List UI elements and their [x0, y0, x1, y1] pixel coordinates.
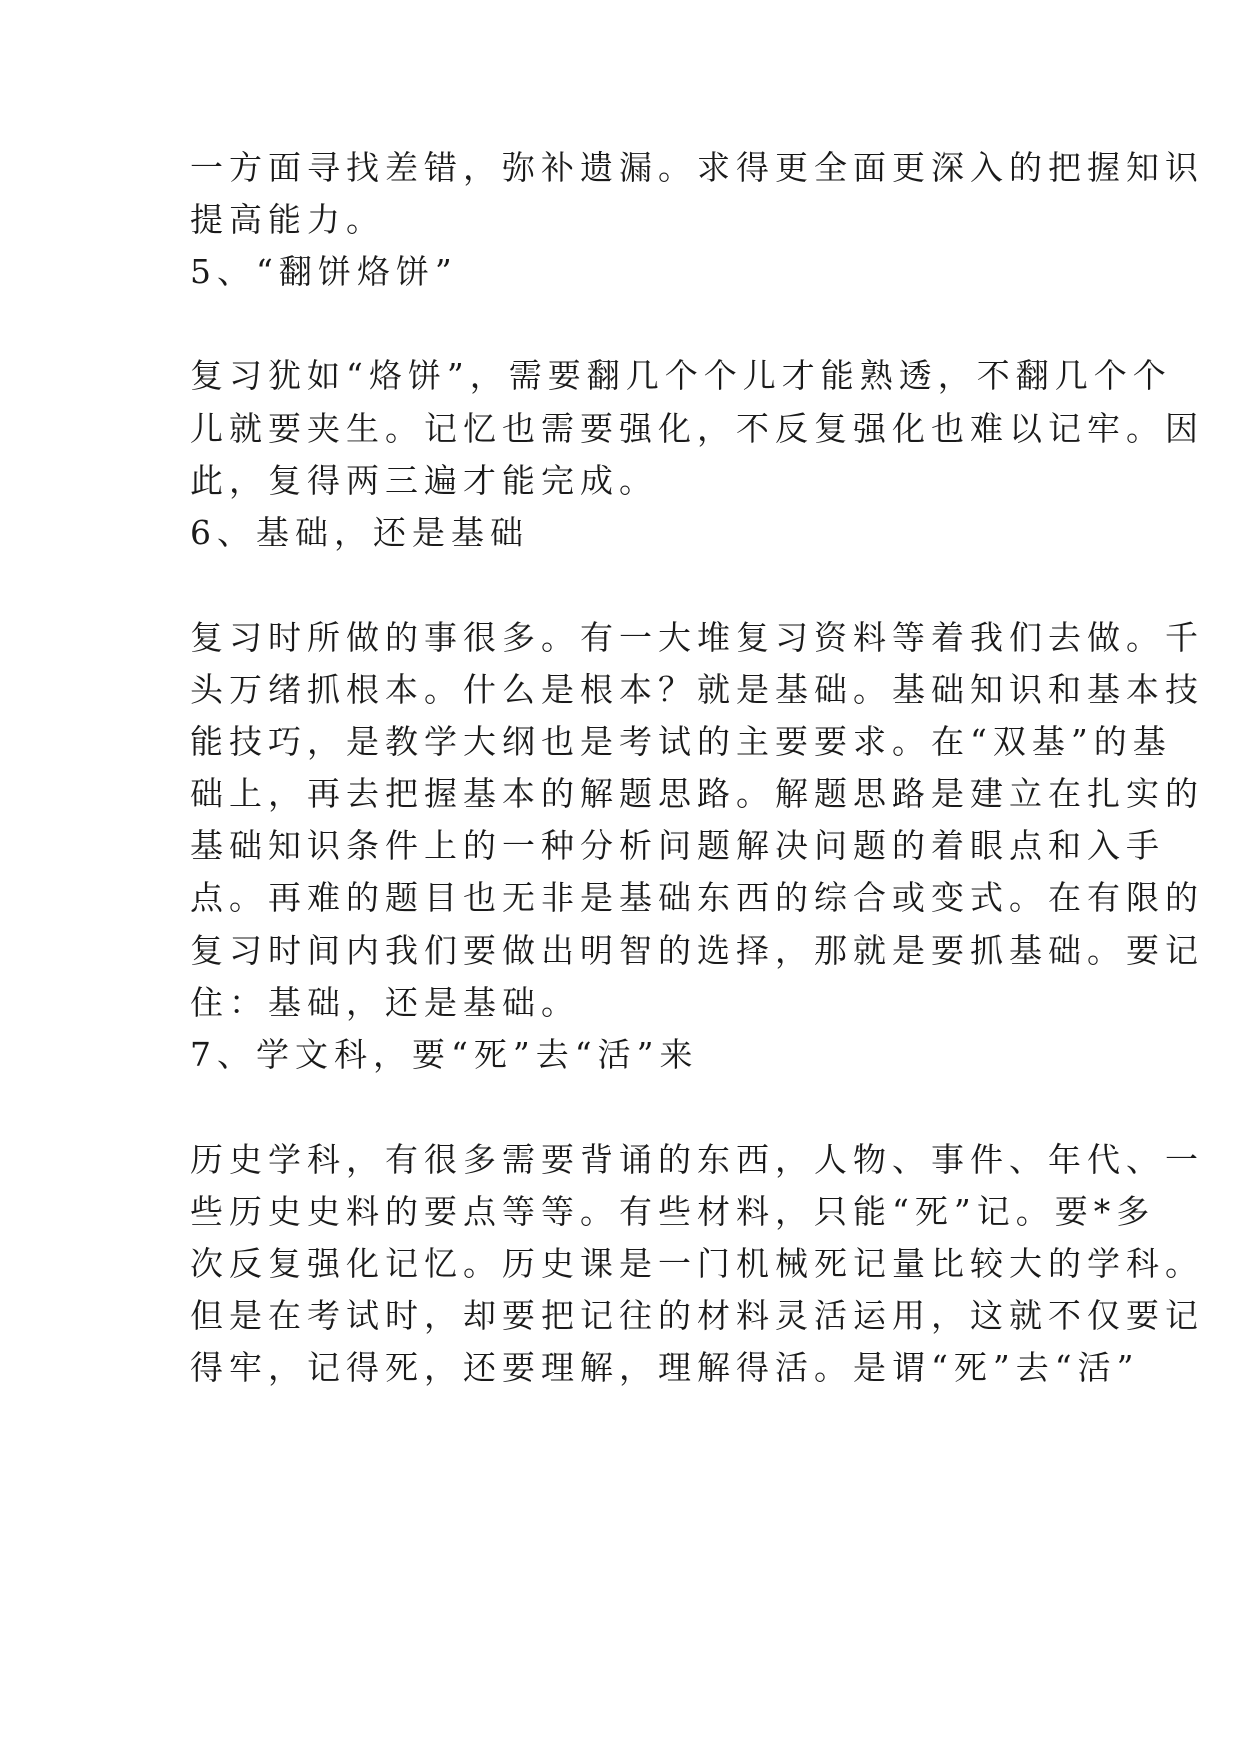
paragraph-line: 能技巧，是教学大纲也是考试的主要要求。在“双基”的基: [190, 722, 1172, 761]
paragraph-line: 此，复得两三遍才能完成。: [190, 461, 658, 500]
paragraph-line: 点。再难的题目也无非是基础东西的综合或变式。在有限的: [190, 878, 1204, 917]
paragraph-line: 住：基础，还是基础。: [190, 983, 580, 1022]
paragraph-line: 复习时间内我们要做出明智的选择，那就是要抓基础。要记: [190, 931, 1204, 970]
paragraph-line: 但是在考试时，却要把记往的材料灵活运用，这就不仅要记: [190, 1296, 1204, 1335]
paragraph-line: 基础知识条件上的一种分析问题解决问题的着眼点和入手: [190, 826, 1165, 865]
section-heading-5: 5、“翻饼烙饼”: [190, 252, 458, 291]
document-page: [190, 0, 1204, 1754]
paragraph-line: 础上，再去把握基本的解题思路。解题思路是建立在扎实的: [190, 774, 1204, 813]
paragraph-line: 儿就要夹生。记忆也需要强化，不反复强化也难以记牢。因: [190, 409, 1204, 448]
paragraph-line: 复习时所做的事很多。有一大堆复习资料等着我们去做。千: [190, 618, 1204, 657]
paragraph-line: 头万绪抓根本。什么是根本？就是基础。基础知识和基本技: [190, 670, 1204, 709]
section-heading-7: 7、学文科，要“死”去“活”来: [190, 1035, 699, 1074]
section-heading-6: 6、基础，还是基础: [190, 513, 529, 552]
paragraph-line: 次反复强化记忆。历史课是一门机械死记量比较大的学科。: [190, 1244, 1204, 1283]
paragraph-line: 些历史史料的要点等等。有些材料，只能“死”记。要*多: [190, 1192, 1156, 1231]
paragraph-line: 一方面寻找差错，弥补遗漏。求得更全面更深入的把握知识: [190, 148, 1204, 187]
paragraph-line: 复习犹如“烙饼”，需要翻几个个儿才能熟透，不翻几个个: [190, 356, 1172, 395]
paragraph-line: 历史学科，有很多需要背诵的东西，人物、事件、年代、一: [190, 1140, 1204, 1179]
paragraph-line: 得牢，记得死，还要理解，理解得活。是谓“死”去“活”: [190, 1348, 1140, 1387]
paragraph-line: 提高能力。: [190, 200, 385, 239]
